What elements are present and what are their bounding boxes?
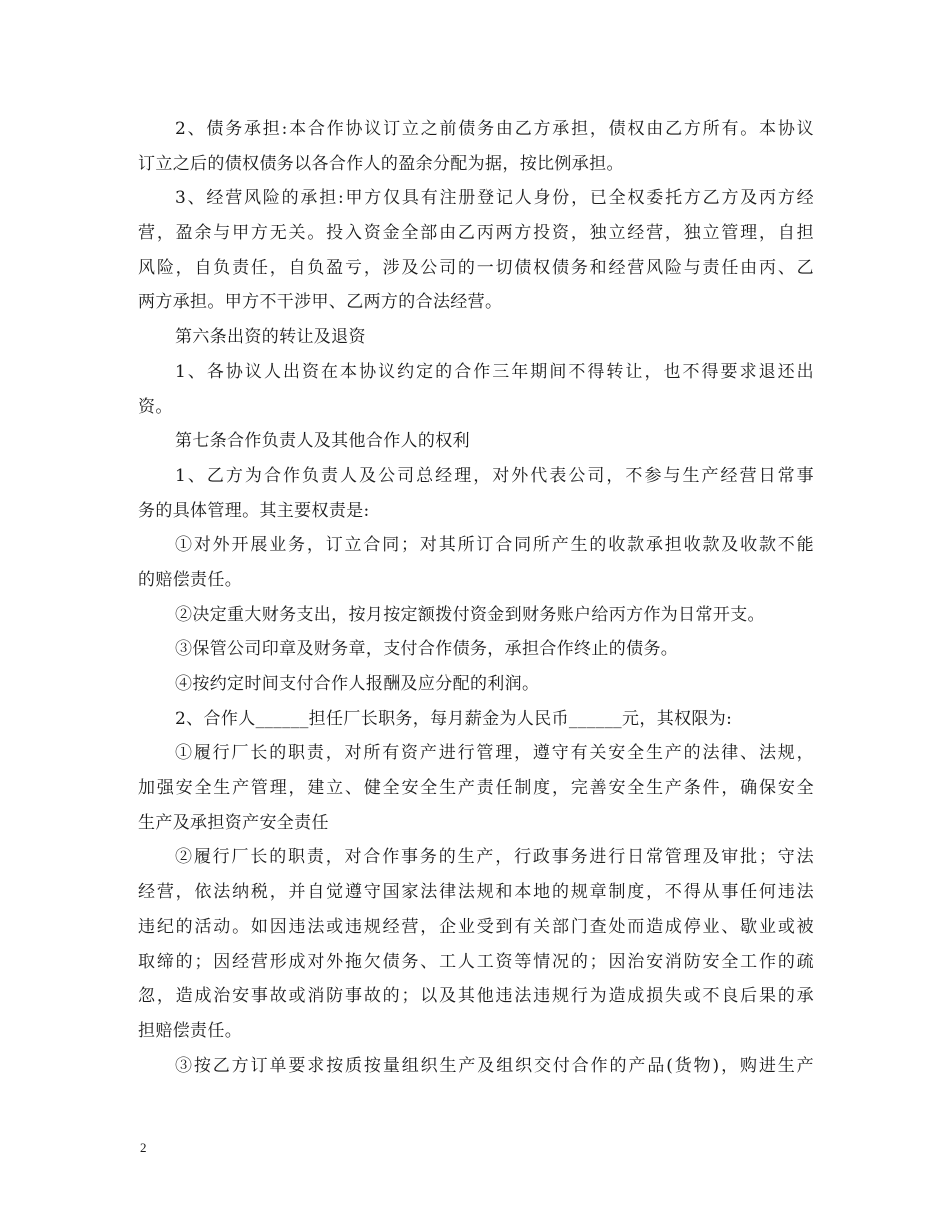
text-line: 资。 xyxy=(138,396,173,417)
text-line: 3、经营风险的承担:甲方仅具有注册登记人身份，已全权委托方乙方及丙方经 xyxy=(175,188,814,209)
document-body xyxy=(138,112,814,1083)
text-line: 营，盈余与甲方无关。投入资金全部由乙丙两方投资，独立经营，独立管理，自担 xyxy=(138,223,814,244)
text-line: 1、各协议人出资在本协议约定的合作三年期间不得转让，也不得要求退还出 xyxy=(175,361,814,382)
text-line: ①履行厂长的职责，对所有资产进行管理，遵守有关安全生产的法律、法规， xyxy=(175,743,814,764)
text-line: 务的具体管理。其主要权责是: xyxy=(138,500,370,521)
text-line: 忽，造成治安事故或消防事故的；以及其他违法违规行为造成损失或不良后果的承 xyxy=(138,986,814,1007)
page-number: 2 xyxy=(140,1140,147,1155)
text-line: 经营，依法纳税，并自觉遵守国家法律法规和本地的规章制度，不得从事任何违法 xyxy=(138,882,814,903)
text-line: 担赔偿责任。 xyxy=(138,1020,243,1041)
text-line: 取缔的；因经营形成对外拖欠债务、工人工资等情况的；因治安消防安全工作的疏 xyxy=(138,951,814,972)
text-line: 2、合作人______担任厂长职务，每月薪金为人民币______元，其权限为: xyxy=(175,708,733,729)
text-line: ③保管公司印章及财务章，支付合作债务，承担合作终止的债务。 xyxy=(175,639,679,660)
text-line: 的赔偿责任。 xyxy=(138,569,243,590)
text-line: 第六条出资的转让及退资 xyxy=(175,327,366,348)
text-line: 生产及承担资产安全责任 xyxy=(138,812,329,833)
text-line: 2、债务承担:本合作协议订立之前债务由乙方承担，债权由乙方所有。本协议 xyxy=(175,119,814,139)
text-line: ④按约定时间支付合作人报酬及应分配的利润。 xyxy=(175,674,540,694)
text-line: ②履行厂长的职责，对合作事务的生产，行政事务进行日常管理及审批；守法 xyxy=(175,847,814,868)
document-page xyxy=(138,112,814,1083)
text-line: ②决定重大财务支出，按月按定额拨付资金到财务账户给丙方作为日常开支。 xyxy=(175,604,765,625)
text-line: 1、乙方为合作负责人及公司总经理，对外代表公司，不参与生产经营日常事 xyxy=(175,465,814,486)
text-line: 订立之后的债权债务以各合作人的盈余分配为据，按比例承担。 xyxy=(138,153,624,174)
text-line: 两方承担。甲方不干涉甲、乙两方的合法经营。 xyxy=(138,292,503,313)
text-line: ③按乙方订单要求按质按量组织生产及组织交付合作的产品(货物)，购进生产 xyxy=(175,1055,814,1076)
text-line: 第七条合作负责人及其他合作人的权利 xyxy=(175,431,470,452)
text-line: 加强安全生产管理，建立、健全安全生产责任制度，完善安全生产条件，确保安全 xyxy=(138,778,814,799)
text-line: 违纪的活动。如因违法或违规经营，企业受到有关部门查处而造成停业、歇业或被 xyxy=(138,916,814,937)
text-line: ①对外开展业务，订立合同；对其所订合同所产生的收款承担收款及收款不能 xyxy=(175,535,814,556)
text-line: 风险，自负责任，自负盈亏，涉及公司的一切债权债务和经营风险与责任由丙、乙 xyxy=(138,257,814,278)
